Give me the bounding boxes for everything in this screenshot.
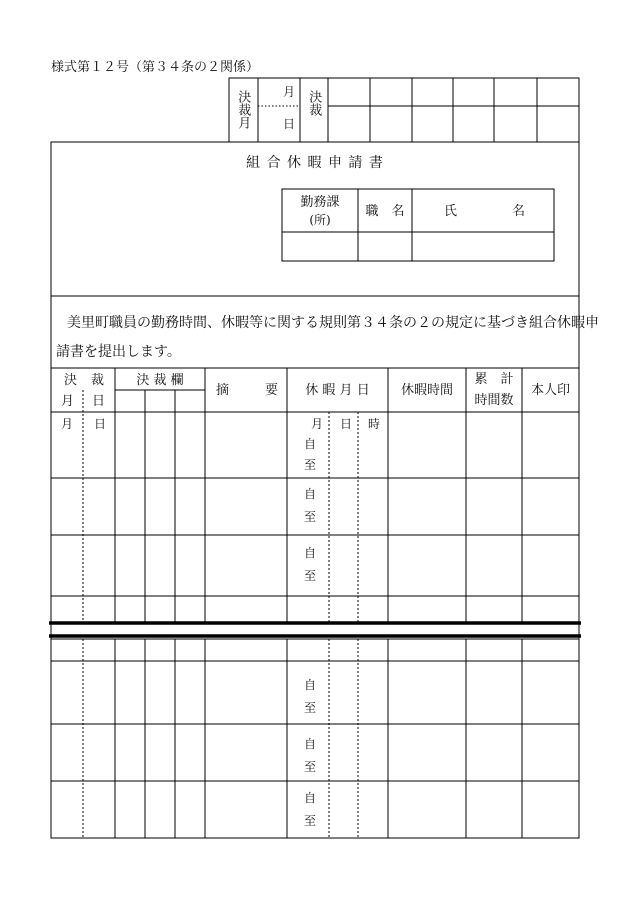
ji-label: 自 xyxy=(304,791,317,805)
h-kyuka-date: 休 暇 月 日 xyxy=(305,383,370,398)
dept-sub-header: (所) xyxy=(309,213,331,227)
itaru-label: 至 xyxy=(304,510,317,524)
h-kessai-ran: 決 裁 欄 xyxy=(136,373,184,388)
ji-label: 自 xyxy=(304,437,317,451)
r-month: 月 xyxy=(61,417,74,431)
h-kessai-b: 裁 xyxy=(91,373,105,388)
page-title: 組 合 休 暇 申 請 書 xyxy=(246,155,384,171)
statement-line1: 美里町職員の勤務時間、休暇等に関する規則第３４条の２の規定に基づき組合休暇申 xyxy=(67,315,599,331)
ji-label: 自 xyxy=(304,678,317,692)
h-kyuka-time: 休暇時間 xyxy=(400,383,453,398)
approval-label: 決裁 xyxy=(306,90,322,116)
itaru-label: 至 xyxy=(304,458,317,472)
dept-header: 勤務課 xyxy=(300,195,340,210)
h-tekiyo-a: 摘 xyxy=(216,383,230,398)
name-header-a: 氏 xyxy=(444,204,458,219)
h-ruikei-b: 時間数 xyxy=(474,393,514,408)
form-number: 様式第１２号（第３４条の２関係） xyxy=(51,60,260,75)
approval-month-label: 決裁月 xyxy=(235,90,251,129)
r-date-hour: 時 xyxy=(368,417,381,431)
h-tekiyo-b: 要 xyxy=(265,383,279,398)
ji-label: 自 xyxy=(304,487,317,501)
h-month: 月 xyxy=(61,394,75,409)
ji-label: 自 xyxy=(304,546,317,560)
r-day: 日 xyxy=(94,417,107,431)
itaru-label: 至 xyxy=(304,760,317,774)
r-date-day: 日 xyxy=(340,417,353,431)
r-date-month: 月 xyxy=(311,417,324,431)
h-seal: 本人印 xyxy=(530,383,570,398)
ji-label: 自 xyxy=(304,737,317,751)
itaru-label: 至 xyxy=(304,814,317,828)
name-header-b: 名 xyxy=(512,204,526,219)
itaru-label: 至 xyxy=(304,569,317,583)
h-day: 日 xyxy=(92,394,106,409)
approval-month: 月 xyxy=(283,85,296,99)
h-kessai-a: 決 xyxy=(64,373,78,388)
statement-line2: 請書を提出します。 xyxy=(56,344,181,360)
itaru-label: 至 xyxy=(304,701,317,715)
position-header: 職 名 xyxy=(365,204,405,219)
h-ruikei-a: 累 計 xyxy=(474,372,514,387)
approval-day: 日 xyxy=(283,117,296,131)
